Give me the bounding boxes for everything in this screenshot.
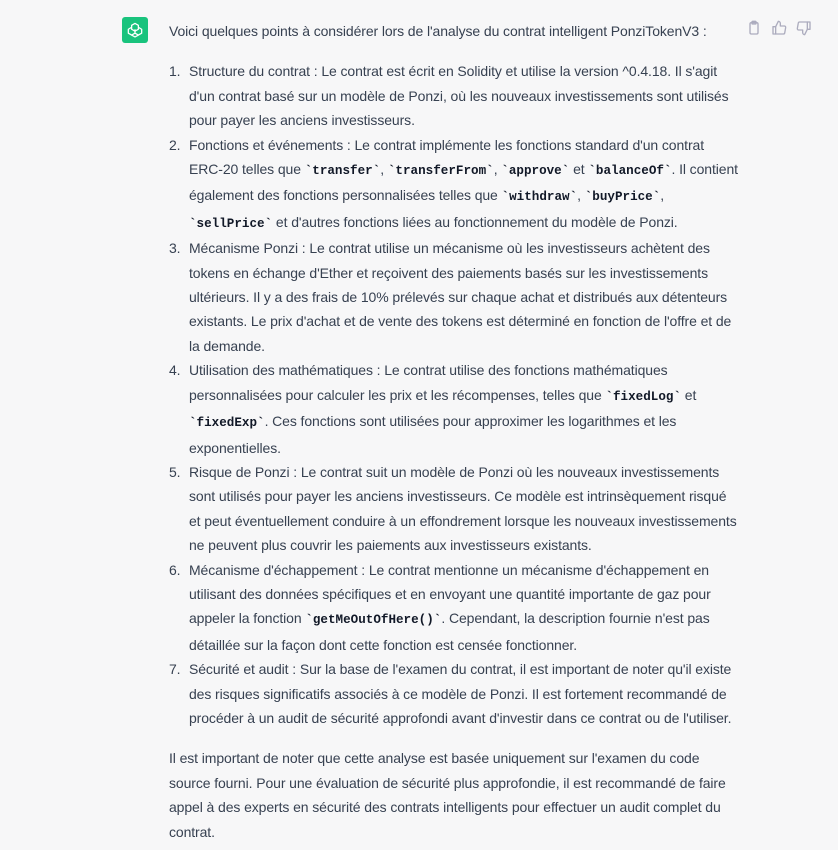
list-item-text: Mécanisme d'échappement : Le contrat mentionne un mécanisme d'échappement en utilisant des données spécifiques et en envoyant une quantité importante de gaz pour appeler la fonction (189, 561, 711, 627)
list-item-text: Risque de Ponzi : Le contrat suit un modèle de Ponzi où les nouveaux investissements sont utilisés pour payer les anciens investisseurs. Ce modèle est intrinsèquement risqué et peut éventuellement conduire à un effondrement lorsque les nouveaux investissements ne peuvent plus couvrir les paiements aux investisseurs existants. (189, 463, 737, 554)
list-item (169, 657, 739, 730)
inline-code: `buyPrice` (584, 190, 661, 205)
list-item-number: 3. (169, 240, 181, 257)
list-item-text: Mécanisme Ponzi : Le contrat utilise un mécanisme où les investisseurs achètent des tokens en échange d'Ether et reçoivent des paiements basés sur les investissements ultérieurs. Il y a des frais de 10% prélevés sur chaque achat et distribués aux détenteurs existants. Le prix d'achat et de vente des tokens est déterminé en fonction de l'offre et de la demande. (189, 240, 732, 354)
list-item-number: 5. (169, 463, 181, 480)
list-item-number: 4. (169, 362, 181, 379)
list-item (169, 460, 739, 558)
list-item-text: Utilisation des mathématiques : Le contrat utilise des fonctions mathématiques personnalisées pour calculer les prix et les récompenses, telles que (189, 362, 668, 403)
list-item-text: et d'autres fonctions liées au fonctionnement du modèle de Ponzi. (272, 213, 678, 230)
inline-code: `sellPrice` (189, 216, 273, 231)
inline-code: `fixedLog` (605, 389, 682, 404)
inline-code: `withdraw` (501, 190, 578, 205)
list-item-number: 2. (169, 136, 181, 153)
list-item-text: . Ces fonctions sont utilisées pour approximer les logarithmes et les exponentielles. (189, 413, 677, 456)
list-item-text: Structure du contrat : Le contrat est écrit en Solidity et utilise la version ^0.4.18. Il s'agit d'un contrat basé sur un modèle de Ponzi, où les nouveaux investissements sont utilisés pour payer les anciens investisseurs. (189, 63, 729, 129)
assistant-avatar (122, 17, 148, 43)
list-item-text: et (569, 161, 589, 178)
list-item (169, 133, 739, 237)
clipboard-icon[interactable] (746, 20, 762, 36)
list-item-text: . Cependant, la description fournie n'est pas détaillée sur la façon dont cette fonction est censée fonctionner. (189, 610, 710, 653)
message-content (169, 19, 739, 844)
inline-code: `getMeOutOfHere()` (305, 613, 442, 628)
list-item-text: , (660, 187, 665, 204)
message-actions (746, 20, 812, 36)
list-item (169, 558, 739, 658)
list-item (169, 236, 739, 358)
analysis-list (169, 59, 739, 730)
list-item (169, 59, 739, 132)
inline-code: `transferFrom` (387, 164, 494, 179)
list-item-number: 7. (169, 661, 181, 678)
list-item-text: Fonctions et événements : Le contrat implémente les fonctions standard d'un contrat ERC-20 telles que (189, 136, 704, 178)
inline-code: `transfer` (304, 164, 381, 179)
list-item-text: , (380, 161, 388, 178)
thumbs-up-icon[interactable] (771, 20, 787, 36)
inline-code: `fixedExp` (189, 416, 265, 431)
list-item-number: 1. (169, 63, 181, 80)
list-item (169, 358, 739, 460)
list-item-number: 6. (169, 561, 181, 578)
intro-paragraph: Voici quelques points à considérer lors de l'analyse du contrat intelligent PonziTokenV3 : (169, 23, 707, 39)
list-item-text: Sécurité et audit : Sur la base de l'examen du contrat, il est important de noter qu'il existe des risques significatifs associés à ce modèle de Ponzi. Il est fortement recommandé de procéder à un audit de sécurité approfondi avant d'investir dans ce contrat ou de l'utiliser. (189, 661, 732, 726)
list-item-text: , (493, 161, 502, 178)
thumbs-down-icon[interactable] (796, 20, 812, 36)
list-item-text: et (681, 386, 697, 403)
list-item-text: , (577, 187, 585, 204)
inline-code: `balanceOf` (588, 164, 672, 179)
list-item-text: . Il contient également des fonctions personnalisées telles que (189, 161, 738, 204)
openai-logo-icon (126, 21, 144, 39)
outro-paragraph: Il est important de noter que cette analyse est basée uniquement sur l'examen du code source fourni. Pour une évaluation de sécurité plus approfondie, il est recommandé de faire appel à des experts en sécurité des contrats intelligents pour effectuer un audit complet du contrat. (169, 750, 726, 840)
inline-code: `approve` (501, 164, 570, 179)
